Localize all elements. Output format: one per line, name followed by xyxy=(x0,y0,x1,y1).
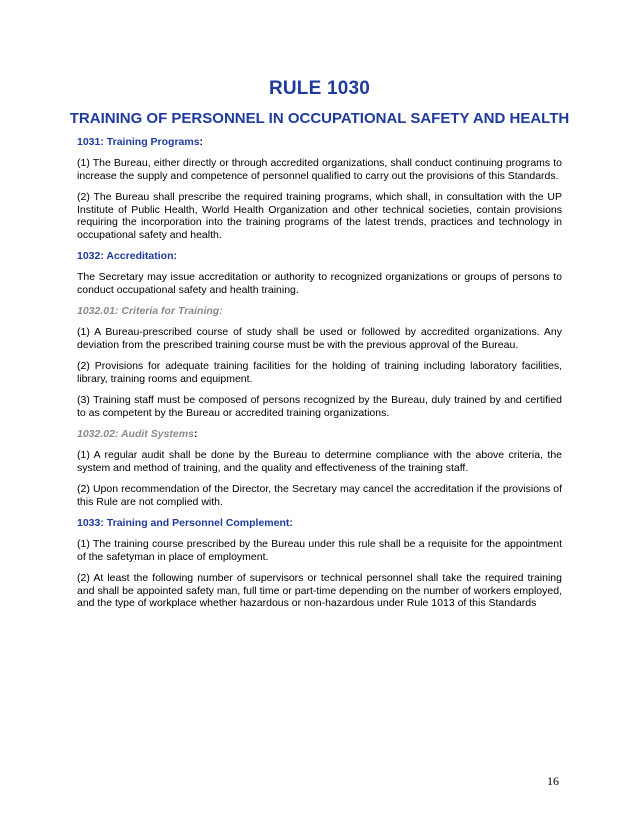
document-page xyxy=(69,78,570,619)
section-1032-01-heading: 1032.01: Criteria for Training: xyxy=(77,305,223,317)
rule-title: RULE 1030 xyxy=(268,78,371,99)
section-1032-01-paragraph-1: (1) A Bureau-prescribed course of study shall be used or followed by accredited organizations. Any deviation from the prescribed training course must be with the previous approval of the Bureau. xyxy=(77,326,562,351)
section-1032-heading: 1032: Accreditation: xyxy=(77,250,177,262)
section-1032-paragraph-1: The Secretary may issue accreditation or authority to recognized organizations or groups of persons to conduct occupational safety and health training. xyxy=(77,271,562,296)
section-1031-paragraph-2: (2) The Bureau shall prescribe the required training programs, which shall, in consultation with the UP Institute of Public Health, World Health Organization and other technical societies, contain provisions requiring the incorporation into the training programs of the latest trends, practices and technology in occupational safety and health. xyxy=(77,191,562,241)
section-1032-01-paragraph-3: (3) Training staff must be composed of persons recognized by the Bureau, duly trained by and certified to as competent by the Bureau or accredited training organizations. xyxy=(77,394,562,419)
section-1032-02-paragraph-2: (2) Upon recommendation of the Director, the Secretary may cancel the accreditation if the provisions of this Rule are not complied with. xyxy=(77,483,562,508)
section-1031-heading: 1031: Training Programs: xyxy=(77,136,204,148)
section-1033-paragraph-1: (1) The training course prescribed by the Bureau under this rule shall be a requisite for the appointment of the safetyman in place of employment. xyxy=(77,538,562,563)
section-1033-heading: 1033: Training and Personnel Complement: xyxy=(77,517,293,529)
section-1032-02-heading: 1032.02: Audit Systems: xyxy=(77,428,198,440)
section-1033-paragraph-2: (2) At least the following number of supervisors or technical personnel shall take the required training and shall be appointed safety man, full time or part-time depending on the number of workers employed, and the type of workplace whether hazardous or non-hazardous under Rule 1013 of this Standards xyxy=(77,572,562,609)
section-1031-paragraph-1: (1) The Bureau, either directly or through accredited organizations, shall conduct continuing programs to increase the supply and competence of personnel qualified to carry out the provisions of this Standards. xyxy=(77,157,562,182)
section-1032-02-paragraph-1: (1) A regular audit shall be done by the Bureau to determine compliance with the above criteria, the system and method of training, and the quality and effectiveness of the training staff. xyxy=(77,449,562,474)
section-1032-01-paragraph-2: (2) Provisions for adequate training facilities for the holding of training including laboratory facilities, library, training rooms and equipment. xyxy=(77,360,562,385)
document-title: TRAINING OF PERSONNEL IN OCCUPATIONAL SAFETY AND HEALTH xyxy=(69,110,570,127)
page-number: 16 xyxy=(547,774,559,788)
